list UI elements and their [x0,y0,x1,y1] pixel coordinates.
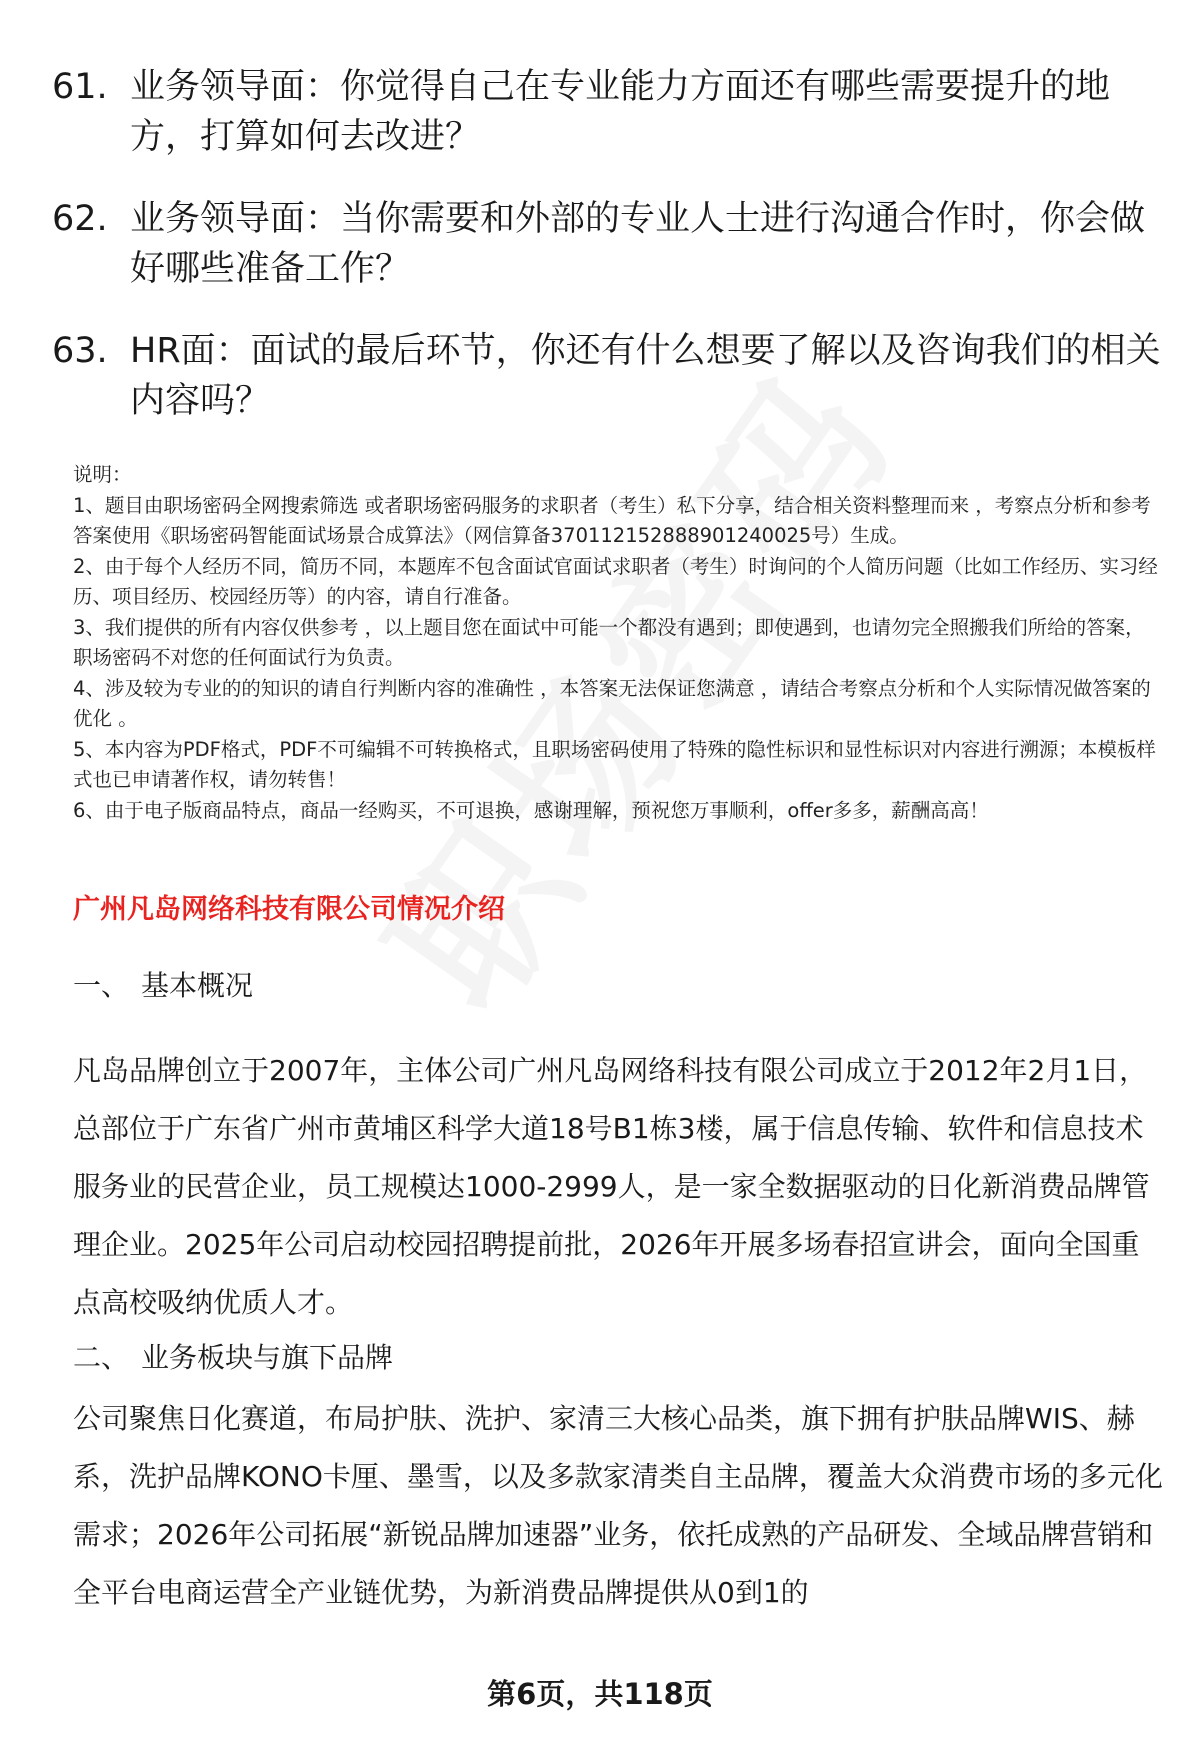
question-text: HR面：面试的最后环节，你还有什么想要了解以及咨询我们的相关内容吗？ [130,331,1161,421]
question-list [52,62,1162,458]
section-heading-text: 业务板块与旗下品牌 [141,1341,394,1374]
question-item [52,62,1162,162]
paragraph-basic-overview: 凡岛品牌创立于2007年，主体公司广州凡岛网络科技有限公司成立于2012年2月1日，总部位于广东省广州市黄埔区科学大道18号B1栋3楼，属于信息传输、软件和信息技术服务业的民营企业，员工规模达1000-2999人，是一家全数据驱动的日化新消费品牌管理企业。2025年公司启动校园招聘提前批，2026年开展多场春招宣讲会，面向全国重点高校吸纳优质人才。 [73,1054,1150,1319]
question-number: 63. [52,331,108,371]
section-index: 一、 [73,969,130,1002]
section-heading-business [73,1338,1163,1378]
section-index: 二、 [73,1341,130,1374]
question-text: 业务领导面：你觉得自己在专业能力方面还有哪些需要提升的地方，打算如何去改进？ [130,67,1111,157]
notes-section [73,460,1163,826]
company-title: 广州凡岛网络科技有限公司情况介绍 [73,894,505,925]
company-intro [73,890,1163,1622]
question-item [52,326,1162,426]
note-item: 4、涉及较为专业的的知识的请自行判断内容的准确性 ，本答案无法保证您满意 ，请结合考察点分析和个人实际情况做答案的优化 。 [73,676,1151,730]
question-text: 业务领导面：当你需要和外部的专业人士进行沟通合作时，你会做好哪些准备工作？ [130,199,1146,289]
note-item: 5、本内容为PDF格式，PDF不可编辑不可转换格式，且职场密码使用了特殊的隐性标识和显性标识对内容进行溯源；本模板样式也已申请著作权，请勿转售！ [73,737,1156,791]
note-item: 6、由于电子版商品特点，商品一经购买，不可退换，感谢理解，预祝您万事顺利，offer多多，薪酬高高！ [73,798,989,822]
section-heading-text: 基本概况 [141,969,254,1002]
page-number: 第6页，共118页 [487,1677,713,1711]
note-item: 2、由于每个人经历不同，简历不同，本题库不包含面试官面试求职者（考生）时询问的个人简历问题（比如工作经历、实习经历、项目经历、校园经历等）的内容，请自行准备。 [73,554,1158,608]
question-number: 61. [52,67,108,107]
notes-title: 说明： [73,463,132,486]
paragraph-business: 公司聚焦日化赛道，布局护肤、洗护、家清三大核心品类，旗下拥有护肤品牌WIS、赫系，洗护品牌KONO卡厘、墨雪，以及多款家清类自主品牌，覆盖大众消费市场的多元化需求；2026年公司拓展“新锐品牌加速器”业务，依托成熟的产品研发、全域品牌营销和全平台电商运营全产业链优势，为新消费品牌提供从0到1的 [73,1402,1163,1609]
section-heading-basic [73,966,1163,1006]
question-item [52,194,1162,294]
note-item: 3、我们提供的所有内容仅供参考 ，以上题目您在面试中可能一个都没有遇到；即使遇到，也请勿完全照搬我们所给的答案，职场密码不对您的任何面试行为负责。 [73,615,1145,669]
question-number: 62. [52,199,108,239]
note-item: 1、题目由职场密码全网搜索筛选 或者职场密码服务的求职者（考生）私下分享，结合相关资料整理而来 ，考察点分析和参考答案使用《职场密码智能面试场景合成算法》（网信算备370112152888901240025号）生成。 [73,493,1151,547]
